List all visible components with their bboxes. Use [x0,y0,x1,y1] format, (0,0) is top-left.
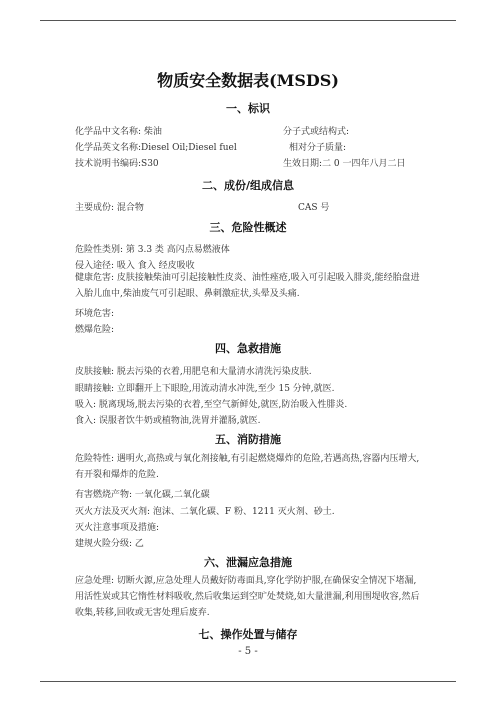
section-title-first-aid: 四、急救措施 [215,342,281,355]
emergency-handling-line: 应急处理: 切断火源,应急处理人员戴好防毒面具,穿化学防护服,在确保安全情况下堵漏,用活性炭或其它惰性材料吸收,然后收集运到空旷处焚烧,如大量泄漏,利用围堤收容,然后收集,转移,回收或无害处理后废弃. [75,576,420,618]
section-title-handling-storage: 七、操作处置与储存 [198,628,298,641]
section-title-identification: 一、标识 [226,102,270,115]
inhalation-line: 吸入: 脱离现场,脱去污染的衣着,至空气新鲜处,就医,防治吸入性腓炎. [75,400,348,410]
cas-number-field: CAS 号 [298,203,330,213]
exposure-route-line: 侵入途径: 吸入 食入 经皮吸收 [75,261,195,271]
molecular-weight-field: 相对分子质量: [289,143,347,153]
section-title-composition: 二、成份/组成信息 [201,179,295,192]
skin-contact-line: 皮肤接触: 脱去污染的衣着,用肥皂和大量清水清洗污染皮肤. [75,367,312,377]
environmental-hazard-line: 环境危害: [75,309,115,319]
effective-date-field: 生效日期:二 0 一四年八月二日 [283,159,406,169]
main-ingredient-field: 主要成份: 混合物 [75,203,144,213]
footer-rule [40,681,456,682]
eye-contact-line: 眼睛接触: 立即翻开上下眼睑,用流动清水冲洗,至少 15 分钟,就医. [75,384,335,394]
chinese-name-field: 化学品中文名称: 柴油 [75,127,162,137]
spec-code-field: 技术说明书编码:S30 [75,159,159,169]
section-title-spill-response: 六、泄漏应急措施 [204,556,292,569]
combustion-products-line: 有害燃烧产物: 一氧化碳,二氧化碳 [75,490,210,500]
health-hazard-line: 健康危害: 皮肤接触柴油可引起接触性皮炎、油性痤疮,吸入可引起吸入腓炎,能经胎盘进入胎儿血中,柴油废气可引起眼、鼻刺激症状,头晕及头痛. [75,273,420,299]
ingestion-line: 食入: 误服者饮牛奶或植物油,洗胃并灌肠,就医. [75,416,261,426]
english-name-field: 化学品英文名称:Diesel Oil;Diesel fuel [75,143,237,153]
explosion-hazard-line: 燃爆危险: [75,325,115,335]
document-title: 物质安全数据表(MSDS) [157,71,339,90]
page-number: - 5 - [238,646,258,657]
section-title-fire-fighting: 五、消防措施 [215,433,281,446]
fire-precautions-line: 灭火注意事项及措施: [75,523,160,533]
header-rule [40,20,456,21]
extinguishing-media-line: 灭火方法及灭火剂: 泡沫、二氧化碳、F 粉、1211 灭火剂、砂土. [75,507,335,517]
document-page [40,20,456,682]
fire-risk-class-line: 建规火险分级: 乙 [75,539,144,549]
formula-field: 分子式或结构式: [283,127,350,137]
hazard-class-line: 危险性类别: 第 3.3 类 高闪点易燃液体 [75,245,230,255]
fire-hazard-line: 危险特性: 遇明火,高热或与氧化剂接触,有引起燃烧爆炸的危险,若遇高热,容器内压增大,有开裂和爆炸的危险. [75,454,420,480]
section-title-hazards: 三、危险性概述 [209,221,287,234]
